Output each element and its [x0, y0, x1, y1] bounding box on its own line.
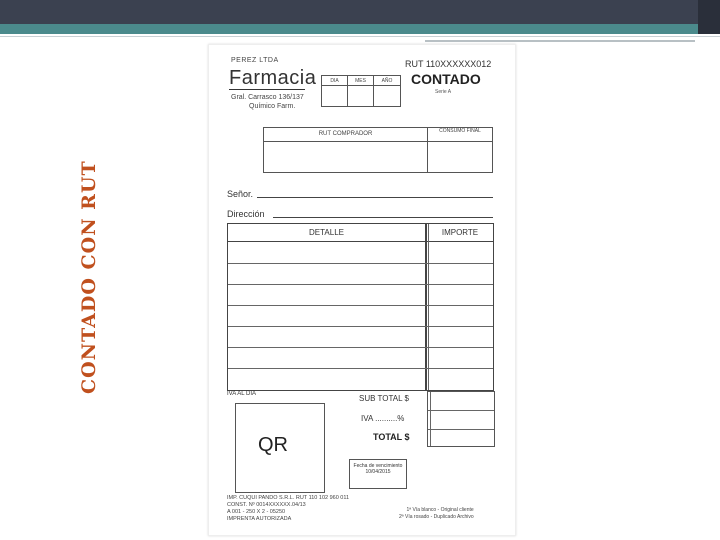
buyer-rut-box — [263, 127, 493, 173]
senor-label: Señor. — [227, 189, 254, 199]
accent-stripe — [0, 24, 720, 34]
divider-line — [0, 36, 720, 37]
table-row-line — [228, 305, 493, 306]
divider-line-short — [425, 40, 695, 42]
expiry-box — [349, 459, 407, 489]
date-day-header: DIA — [322, 76, 348, 86]
totals-row-line — [428, 429, 494, 430]
detail-header: DETALLE — [309, 228, 344, 237]
table-row-line — [228, 263, 493, 264]
top-bar — [0, 0, 720, 24]
direccion-label: Dirección — [227, 209, 265, 219]
direccion-line — [273, 217, 493, 218]
expiry-date: 10/04/2015 — [365, 469, 391, 475]
footer-line: IMP. CUQUI PANDO S.R.L. RUT 110 102 960 011 — [227, 495, 350, 501]
invoice-document — [208, 44, 516, 536]
printer-footer — [227, 495, 349, 523]
date-grid — [321, 75, 401, 107]
top-bar-corner — [698, 0, 720, 34]
footer-line: A 001 - 250 X 2 - 05250 — [227, 509, 286, 515]
final-consumer-cell — [428, 142, 492, 172]
table-row-line — [228, 326, 493, 327]
invoice-type: CONTADO — [411, 71, 481, 87]
footer-line: CONST. Nº 0014XXXXXX.04/13 — [227, 502, 306, 508]
rut-buyer-cell — [264, 142, 428, 172]
totals-row-line — [428, 410, 494, 411]
table-row-line — [228, 347, 493, 348]
qr-box — [235, 403, 325, 493]
iva-label: IVA ..........% — [361, 414, 405, 423]
copy-line: 1ª Vía blanco - Original cliente — [406, 507, 474, 513]
date-day-cell — [322, 86, 348, 106]
qr-label: QR — [258, 434, 288, 456]
column-separator — [425, 224, 427, 390]
total-label: TOTAL $ — [373, 432, 410, 442]
items-table — [227, 223, 494, 391]
rut-number: RUT 110XXXXXX012 — [405, 59, 492, 69]
table-row-line — [228, 284, 493, 285]
pharmacy-logo: Farmacia — [229, 67, 317, 89]
final-consumer-label: CONSUMO FINAL — [428, 128, 492, 142]
totals-separator — [430, 392, 431, 446]
pharmacist-label: Químico Farm. — [249, 103, 296, 110]
expiry-label: Fecha de vencimiento — [353, 463, 403, 469]
senor-line — [257, 197, 493, 198]
footer-line: IMPRENTA AUTORIZADA — [227, 516, 292, 522]
company-address: Gral. Carrasco 136/137 — [231, 94, 304, 101]
date-year-header: AÑO — [374, 76, 400, 86]
copies-footer — [399, 507, 474, 521]
copy-line: 2ª Vía rosado - Duplicado Archivo — [399, 514, 474, 520]
column-separator-inner — [428, 224, 429, 390]
invoice-series: Serie A — [435, 89, 452, 95]
rut-buyer-label: RUT COMPRADOR — [264, 128, 428, 142]
subtotal-label: SUB TOTAL $ — [359, 394, 409, 403]
items-table-header — [228, 224, 493, 242]
amount-header: IMPORTE — [441, 228, 479, 237]
date-month-header: MES — [348, 76, 374, 86]
iva-al-dia-label: IVA AL DIA — [227, 391, 257, 397]
table-row-line — [228, 368, 493, 369]
company-name: PEREZ LTDA — [231, 57, 279, 64]
date-year-cell — [374, 86, 400, 106]
slide-title: CONTADO CON RUT — [78, 160, 100, 394]
date-month-cell — [348, 86, 374, 106]
totals-box — [427, 391, 495, 447]
